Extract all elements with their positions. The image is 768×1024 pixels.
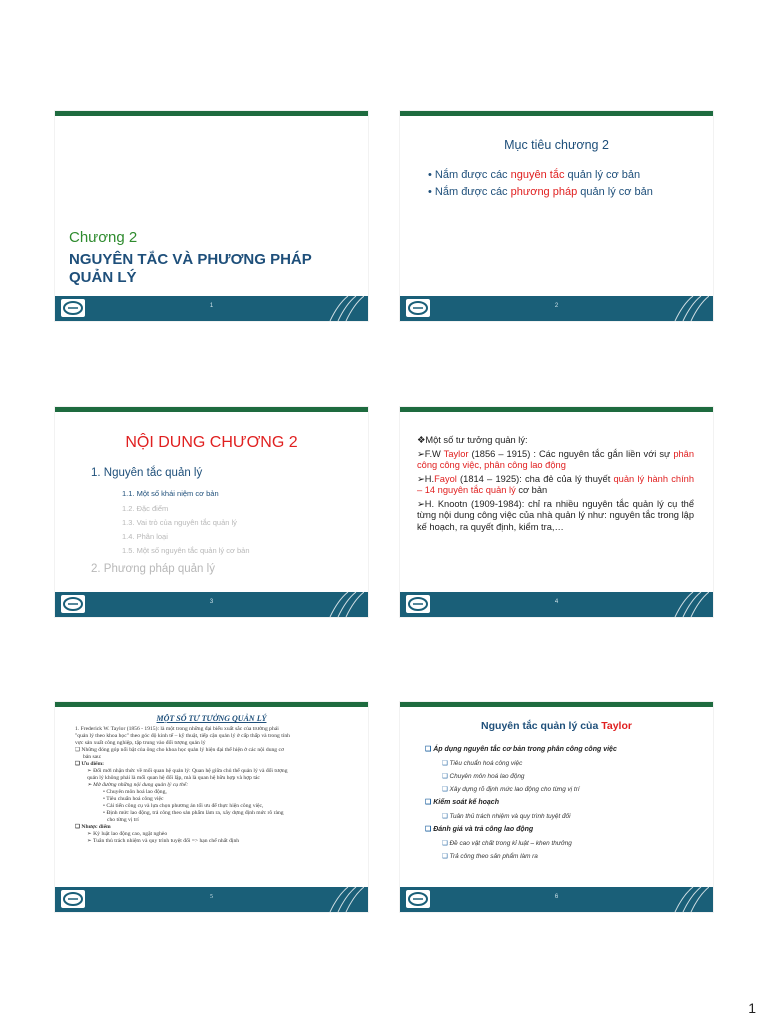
- slide-4: [399, 406, 714, 618]
- slide-title: Nguyên tắc quản lý của Taylor: [481, 720, 632, 732]
- text-line: ❑ Những đóng góp nổi bật của ông cho khoa học quản lý hiện đại thể hiện ở các nội dung cơ: [75, 747, 284, 753]
- text-line: quản lý không phải là mối quan hệ đối lập, mà là quan hệ hữu hợp và hợp tác: [87, 775, 260, 781]
- slide-footer: [400, 887, 713, 912]
- slide-title: MỘT SỐ TƯ TƯỞNG QUẢN LÝ: [156, 714, 267, 723]
- slide-top-bar: [400, 702, 713, 707]
- text-line: ➢ Kỷ luật lao động cao, ngặt nghèo: [87, 831, 168, 837]
- text-line: ❑ Ưu điểm:: [75, 761, 105, 767]
- sub-item-3: 1.3. Vai trò của nguyên tắc quản lý: [122, 518, 237, 527]
- knootn-paragraph: ➢H. Knootn (1909-1984): chỉ ra nhiều nguyên tắc quản lý cụ thể từng nội dung công việc của nhà quản lý như: nguyên tắc trong lập kế hoạch, ra quyết định, kiểm tra,…: [417, 498, 694, 532]
- slide-3: [54, 406, 369, 618]
- slide-6: [399, 701, 714, 913]
- slide-number: 4: [554, 599, 559, 605]
- chapter-label: Chương 2: [69, 229, 138, 246]
- sub-item-5: 1.5. Một số nguyên tắc quản lý cơ bản: [122, 546, 250, 555]
- section-item: ❑ Tiêu chuẩn hoá công việc: [442, 760, 523, 767]
- text-line: cho từng vị trí: [107, 817, 139, 823]
- checkbox-bullet-icon: ❑: [425, 746, 434, 753]
- page-number: 1: [748, 1000, 756, 1016]
- text-line: ❑ Nhược điểm: [75, 824, 111, 830]
- slide-footer: [400, 296, 713, 321]
- section-label: ❑ Đánh giá và trả công lao động: [425, 826, 534, 833]
- sub-item-4: 1.4. Phân loại: [122, 532, 168, 541]
- slide-top-bar: [400, 111, 713, 116]
- slide-top-bar: [55, 407, 368, 412]
- text-line: "quản lý theo khoa học" theo góc độ kinh tế – kỹ thuật, tiếp cận quản lý ở cấp thấp và trong tính: [75, 733, 290, 739]
- text-line: • Định mức lao động, trả công theo sản phẩm làm ra, xây dựng định mức rõ ràng: [103, 810, 284, 816]
- text-line: ➢ Mở đường những nội dung quản lý cụ thể:: [87, 782, 189, 788]
- section-item: ❑ Đề cao vật chất trong kỉ luật – khen thưởng: [442, 840, 572, 847]
- slide-footer: [55, 296, 368, 321]
- text-line: 1. Frederick W. Taylor (1856 - 1915): là một trong những đại biểu xuất sắc của trường phái: [75, 726, 279, 732]
- checkbox-bullet-icon: ❑: [442, 773, 450, 780]
- slide-number: 5: [210, 894, 213, 900]
- section-item: ❑ Xây dựng rõ định mức lao động cho từng vị trí: [442, 786, 580, 793]
- swoosh-decoration-icon: [673, 592, 709, 617]
- checkbox-bullet-icon: ❑: [442, 760, 450, 767]
- slide-body: [75, 726, 360, 845]
- text-line: vực sản xuất công nghiệp, tập trung vào đối tượng quản lý: [75, 740, 206, 746]
- text-line: • Chuyên môn hoá lao động,: [103, 789, 167, 795]
- checkbox-bullet-icon: ❑: [425, 799, 434, 806]
- slide-top-bar: [55, 111, 368, 116]
- text-line: bản sau:: [83, 754, 102, 760]
- section-item: ❑ Tuân thủ trách nhiệm và quy trình tuyệt đối: [442, 813, 571, 820]
- intro-line: ❖Một số tư tưởng quản lý:: [417, 435, 528, 445]
- slide-number: 1: [209, 303, 214, 309]
- slide-footer: [400, 592, 713, 617]
- slide-top-bar: [55, 702, 368, 707]
- slide-1: [54, 110, 369, 322]
- chapter-title-line2: QUẢN LÝ: [69, 269, 137, 286]
- taylor-paragraph: ➢F.W Taylor (1856 – 1915) : Các nguyên tắc gắn liền với sự phân công công việc, phân công lao động: [417, 448, 694, 470]
- swoosh-decoration-icon: [673, 296, 709, 321]
- text-line: • Cải tiến công cụ và lựa chọn phương án tối ưu để thực hiện công việc,: [103, 803, 264, 809]
- section-item: ❑ Chuyên môn hoá lao động: [442, 773, 525, 780]
- section-2: 2. Phương pháp quản lý: [91, 563, 215, 575]
- text-line: ➢ Tuân thủ trách nhiệm và quy trình tuyệt đối => hạn chế nhất định: [87, 838, 240, 844]
- chapter-title-line1: NGUYÊN TẮC VÀ PHƯƠNG PHÁP: [69, 251, 312, 268]
- slide-top-bar: [400, 407, 713, 412]
- swoosh-decoration-icon: [673, 887, 709, 912]
- checkbox-bullet-icon: ❑: [442, 853, 450, 860]
- section-1: 1. Nguyên tắc quản lý: [91, 467, 203, 479]
- slide-title: NỘI DUNG CHƯƠNG 2: [125, 434, 298, 451]
- text-line: • Tiêu chuẩn hoá công việc: [103, 796, 164, 802]
- checkbox-bullet-icon: ❑: [442, 786, 450, 793]
- objective-2: • Nắm được các phương pháp quản lý cơ bản: [428, 186, 653, 198]
- slide-2: [399, 110, 714, 322]
- slide-number: 2: [554, 303, 559, 309]
- objective-1: • Nắm được các nguyên tắc quản lý cơ bản: [428, 169, 641, 181]
- swoosh-decoration-icon: [328, 296, 364, 321]
- swoosh-decoration-icon: [328, 592, 364, 617]
- section-label: ❑ Kiểm soát kế hoạch: [425, 799, 499, 806]
- slide-footer: [55, 592, 368, 617]
- slide-footer: [55, 887, 368, 912]
- section-item: ❑ Trả công theo sản phẩm làm ra: [442, 853, 538, 860]
- section-label: ❑ Áp dụng nguyên tắc cơ bản trong phân công công việc: [425, 746, 617, 753]
- slide-number: 6: [554, 894, 559, 900]
- text-line: ➢ Đối mới nhận thức về mối quan hệ quản lý: Quan hệ giữa chủ thể quản lý và đối tượng: [87, 768, 288, 774]
- checkbox-bullet-icon: ❑: [442, 840, 450, 847]
- fayol-paragraph: ➢H.Fayol (1814 – 1925): cha đẻ của lý thuyết quản lý hành chính – 14 nguyên tắc quản lý cơ bản: [417, 473, 694, 495]
- sub-item-2: 1.2. Đặc điểm: [122, 504, 169, 513]
- swoosh-decoration-icon: [328, 887, 364, 912]
- sub-item-1: 1.1. Một số khái niệm cơ bản: [122, 489, 219, 498]
- checkbox-bullet-icon: ❑: [425, 826, 434, 833]
- checkbox-bullet-icon: ❑: [442, 813, 450, 820]
- slide-number: 3: [209, 599, 214, 605]
- slide-body: [417, 435, 694, 535]
- slide-5: [54, 701, 369, 913]
- slide-title: Mục tiêu chương 2: [504, 138, 609, 152]
